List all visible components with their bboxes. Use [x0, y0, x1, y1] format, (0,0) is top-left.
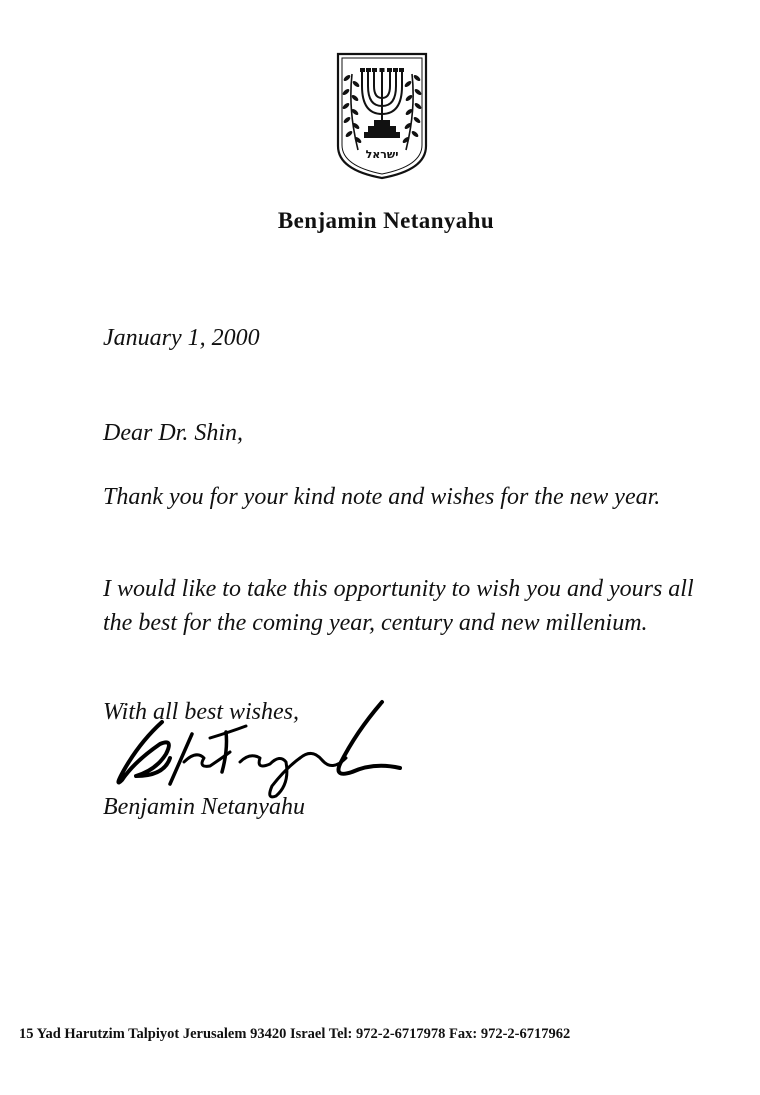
letter-paragraph-2: I would like to take this opportunity to wish you and yours all the best for the coming year, century and new millenium. [103, 576, 694, 636]
footer-address: 15 Yad Harutzim Talpiyot Jerusalem 93420 Israel Tel: 972-2-6717978 Fax: 972-2-6717962 [19, 1026, 571, 1042]
state-emblem-icon [334, 50, 430, 182]
signer-name: Benjamin Netanyahu [103, 794, 305, 820]
handwritten-signature-icon [100, 692, 410, 802]
letter-date: January 1, 2000 [103, 325, 260, 351]
emblem-inscription: ישראל [365, 148, 399, 161]
letterhead-name: Benjamin Netanyahu [277, 208, 495, 233]
letter-salutation: Dear Dr. Shin, [103, 420, 244, 446]
letter-paragraph-1: Thank you for your kind note and wishes for the new year. [103, 484, 661, 510]
letter-closing: With all best wishes, [103, 699, 300, 725]
